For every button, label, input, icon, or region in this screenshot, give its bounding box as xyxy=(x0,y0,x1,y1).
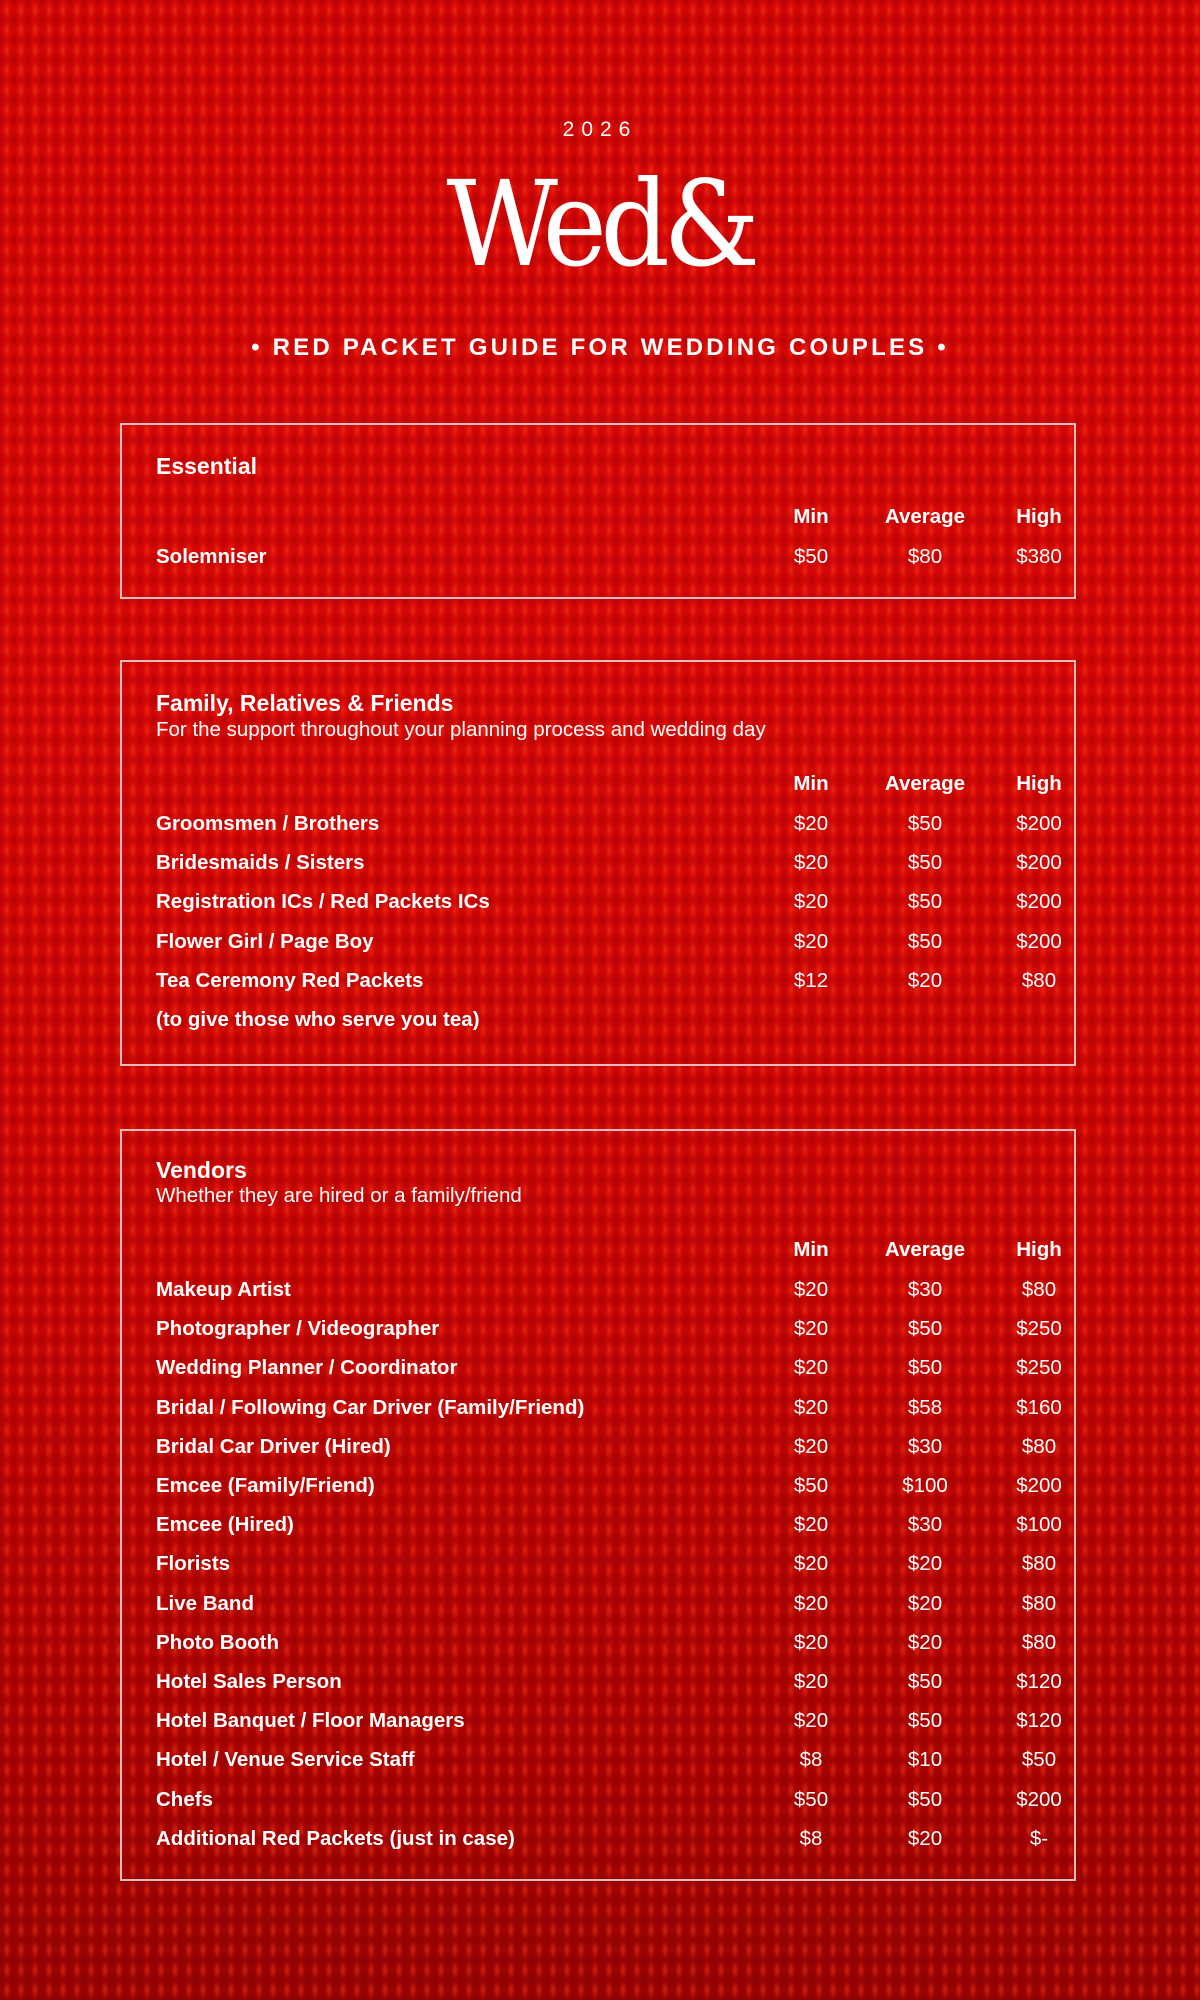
column-header-average: Average xyxy=(884,1238,966,1261)
high-amount: $120 xyxy=(1016,1709,1062,1733)
high-amount: $120 xyxy=(1016,1670,1062,1693)
high-amount: $50 xyxy=(1021,1748,1057,1772)
row-label: Hotel Sales Person xyxy=(156,1670,342,1693)
table-row xyxy=(156,1008,1056,1038)
table-row xyxy=(156,1474,1062,1504)
min-amount: $50 xyxy=(793,545,829,568)
row-label: Hotel / Venue Service Staff xyxy=(156,1748,415,1772)
column-header-average: Average xyxy=(884,772,966,795)
section-title: Essential xyxy=(156,453,257,479)
average-amount: $20 xyxy=(907,1630,943,1654)
min-amount: $20 xyxy=(793,1709,829,1733)
min-amount: $20 xyxy=(793,1591,829,1615)
table-row xyxy=(156,545,1062,575)
section-title: Vendors xyxy=(156,1157,247,1183)
min-amount: $20 xyxy=(793,929,829,953)
column-header-row xyxy=(156,505,1062,535)
min-amount: $20 xyxy=(793,890,829,914)
table-row xyxy=(156,1787,1062,1818)
average-amount: $10 xyxy=(907,1748,943,1772)
high-amount: $80 xyxy=(1021,1278,1057,1301)
row-label: Hotel Banquet / Floor Managers xyxy=(156,1709,465,1733)
column-header-row xyxy=(156,772,1062,802)
high-amount: $200 xyxy=(1016,890,1062,914)
row-label: Registration ICs / Red Packets ICs xyxy=(156,890,490,914)
table-row xyxy=(156,812,1062,842)
min-amount: $20 xyxy=(793,1278,829,1301)
row-label: Bridal / Following Car Driver (Family/Friend) xyxy=(156,1395,585,1419)
high-amount: $80 xyxy=(1021,1434,1057,1458)
high-amount: $160 xyxy=(1016,1395,1062,1419)
table-row xyxy=(156,1435,1056,1465)
average-amount: $30 xyxy=(907,1278,943,1301)
table-row xyxy=(156,1827,1056,1857)
min-amount: $20 xyxy=(793,1552,829,1576)
high-amount: $250 xyxy=(1016,1317,1062,1341)
table-row xyxy=(156,1592,1056,1622)
average-amount: $50 xyxy=(907,1670,943,1693)
year-label: 2026 xyxy=(562,118,638,141)
high-amount: $200 xyxy=(1016,929,1062,953)
min-amount: $8 xyxy=(799,1826,823,1850)
average-amount: $50 xyxy=(907,890,943,914)
min-amount: $50 xyxy=(793,1787,829,1811)
average-amount: $100 xyxy=(902,1474,948,1497)
row-label: Photo Booth xyxy=(156,1630,279,1654)
section-family-relatives-friends xyxy=(120,660,1076,1066)
min-amount: $20 xyxy=(793,1395,829,1419)
min-amount: $12 xyxy=(793,968,829,992)
average-amount: $58 xyxy=(907,1395,943,1419)
column-header-row xyxy=(156,1238,1062,1268)
column-header-min: Min xyxy=(793,772,829,795)
min-amount: $20 xyxy=(793,1434,829,1458)
average-amount: $20 xyxy=(907,1826,943,1850)
min-amount: $50 xyxy=(793,1474,829,1497)
average-amount: $50 xyxy=(907,1356,943,1380)
row-label: Tea Ceremony Red Packets xyxy=(156,968,424,992)
high-amount: $200 xyxy=(1016,812,1062,835)
row-label: Groomsmen / Brothers xyxy=(156,812,380,835)
average-amount: $30 xyxy=(907,1513,943,1537)
average-amount: $20 xyxy=(907,968,943,992)
section-subtitle: Whether they are hired or a family/friend xyxy=(156,1184,522,1207)
row-label: Flower Girl / Page Boy xyxy=(156,929,374,953)
average-amount: $50 xyxy=(907,812,943,835)
section-subtitle: For the support throughout your planning process and wedding day xyxy=(156,718,766,741)
average-amount: $50 xyxy=(907,929,943,953)
column-header-min: Min xyxy=(793,505,829,528)
row-label: Additional Red Packets (just in case) xyxy=(156,1826,515,1850)
high-amount: $380 xyxy=(1016,545,1062,568)
column-header-high: High xyxy=(1016,505,1062,528)
min-amount: $20 xyxy=(793,851,829,875)
table-row xyxy=(156,1317,1062,1347)
row-label: Photographer / Videographer xyxy=(156,1317,440,1341)
min-amount: $20 xyxy=(793,1670,829,1693)
average-amount: $80 xyxy=(907,545,943,568)
average-amount: $50 xyxy=(907,851,943,875)
section-essential xyxy=(120,423,1076,599)
min-amount: $20 xyxy=(793,1317,829,1341)
table-row xyxy=(156,1513,1062,1543)
min-amount: $20 xyxy=(793,812,829,835)
row-label: Wedding Planner / Coordinator xyxy=(156,1356,458,1380)
high-amount: $200 xyxy=(1016,851,1062,875)
average-amount: $30 xyxy=(907,1434,943,1458)
min-amount: $20 xyxy=(793,1356,829,1380)
min-amount: $8 xyxy=(799,1748,823,1772)
table-row xyxy=(156,1356,1062,1386)
page-tagline: • RED PACKET GUIDE FOR WEDDING COUPLES • xyxy=(251,334,949,361)
high-amount: $80 xyxy=(1021,1552,1057,1576)
row-label: Bridesmaids / Sisters xyxy=(156,851,365,875)
high-amount: $80 xyxy=(1021,1630,1057,1654)
row-label: Florists xyxy=(156,1552,231,1576)
high-amount: $80 xyxy=(1021,968,1057,992)
high-amount: $200 xyxy=(1016,1787,1062,1811)
row-label: Makeup Artist xyxy=(156,1278,291,1301)
table-row xyxy=(156,1552,1056,1582)
table-row xyxy=(156,929,1062,960)
min-amount: $20 xyxy=(793,1513,829,1537)
table-row xyxy=(156,1278,1056,1308)
column-header-average: Average xyxy=(884,505,966,528)
min-amount: $20 xyxy=(793,1630,829,1654)
row-label: Emcee (Hired) xyxy=(156,1513,294,1537)
column-header-high: High xyxy=(1016,1238,1062,1261)
row-label: Bridal Car Driver (Hired) xyxy=(156,1434,391,1458)
table-row xyxy=(156,1709,1062,1739)
table-row xyxy=(156,1670,1062,1700)
column-header-high: High xyxy=(1016,772,1062,795)
table-row xyxy=(156,851,1062,881)
column-header-min: Min xyxy=(793,1238,829,1261)
average-amount: $20 xyxy=(907,1552,943,1576)
brand-logo: Wed& xyxy=(446,155,754,293)
average-amount: $20 xyxy=(907,1591,943,1615)
high-amount: $250 xyxy=(1016,1356,1062,1380)
average-amount: $50 xyxy=(907,1787,943,1811)
table-row xyxy=(156,969,1056,999)
row-label: Chefs xyxy=(156,1787,213,1811)
high-amount: $200 xyxy=(1016,1474,1062,1497)
high-amount: $100 xyxy=(1016,1513,1062,1537)
row-label: (to give those who serve you tea) xyxy=(156,1008,480,1031)
table-row xyxy=(156,890,1062,920)
table-row xyxy=(156,1748,1056,1778)
section-vendors xyxy=(120,1129,1076,1881)
average-amount: $50 xyxy=(907,1317,943,1341)
row-label: Solemniser xyxy=(156,545,267,568)
table-row xyxy=(156,1395,1062,1426)
row-label: Live Band xyxy=(156,1591,254,1615)
high-amount: $- xyxy=(1029,1826,1049,1850)
section-title: Family, Relatives & Friends xyxy=(156,690,454,716)
average-amount: $50 xyxy=(907,1709,943,1733)
high-amount: $80 xyxy=(1021,1591,1057,1615)
table-row xyxy=(156,1631,1056,1661)
row-label: Emcee (Family/Friend) xyxy=(156,1474,375,1497)
